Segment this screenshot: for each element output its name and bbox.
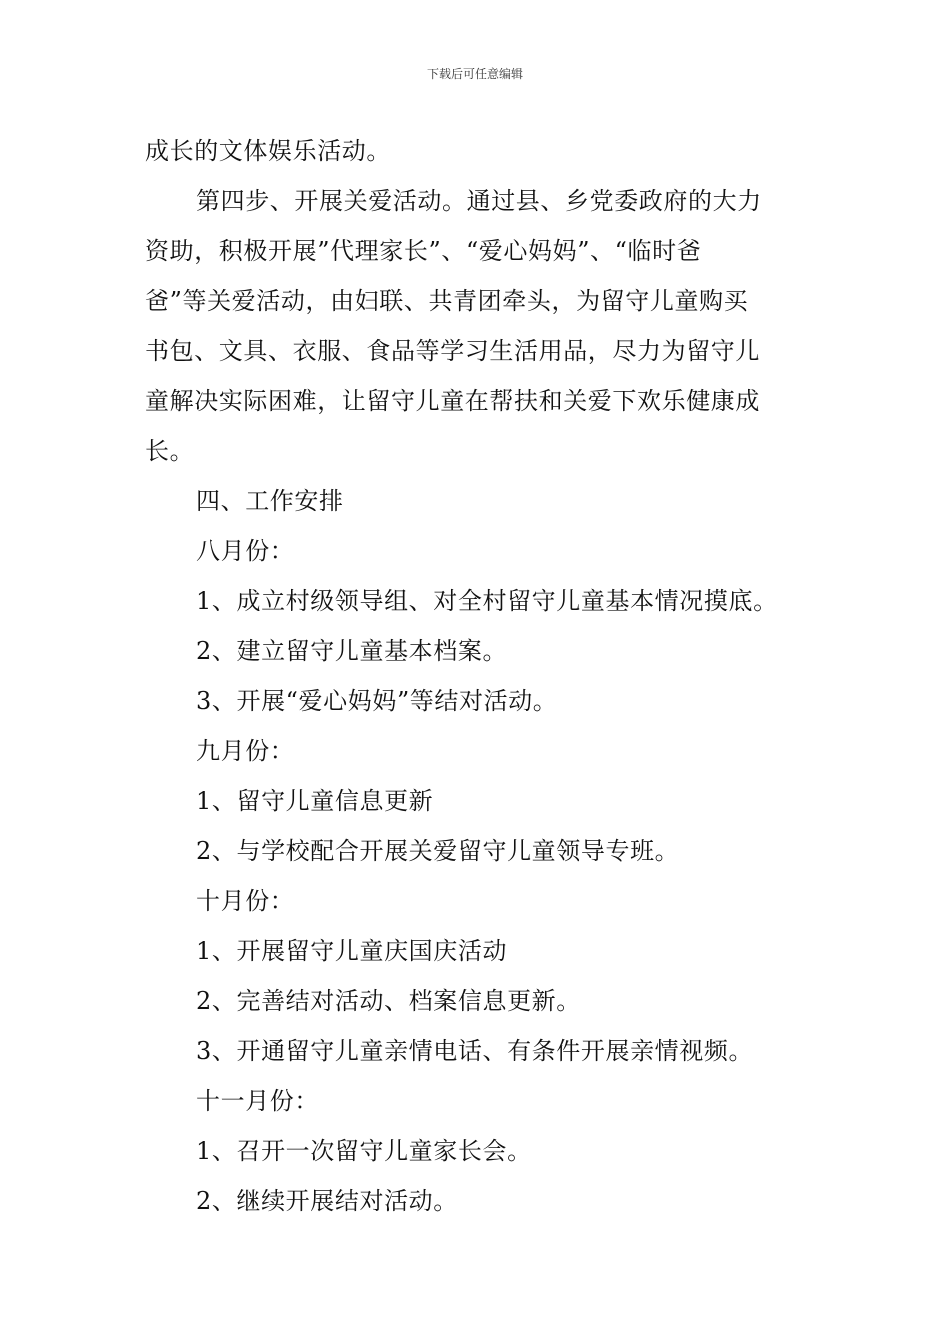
- paragraph-line: 书包、文具、衣服、食品等学习生活用品，尽力为留守儿: [145, 337, 760, 365]
- paragraph-line: 第四步、开展关爱活动。通过县、乡党委政府的大力: [196, 187, 762, 215]
- month-heading: 八月份：: [196, 537, 295, 565]
- paragraph-line: 童解决实际困难，让留守儿童在帮扶和关爱下欢乐健康成: [145, 387, 760, 415]
- paragraph-line: 成长的文体娱乐活动。: [145, 137, 391, 165]
- list-item: 2、建立留守儿童基本档案。: [196, 637, 508, 665]
- list-item: 2、继续开展结对活动。: [196, 1187, 458, 1215]
- page-header: 下载后可任意编辑: [426, 67, 523, 81]
- list-item: 3、开通留守儿童亲情电话、有条件开展亲情视频。: [196, 1037, 754, 1065]
- list-item: 1、召开一次留守儿童家长会。: [196, 1137, 532, 1165]
- month-heading: 十月份：: [196, 887, 295, 915]
- list-item: 2、完善结对活动、档案信息更新。: [196, 987, 581, 1015]
- document-body: [145, 126, 810, 1226]
- list-item: 2、与学校配合开展关爱留守儿童领导专班。: [196, 837, 680, 865]
- section-heading: 四、工作安排: [196, 487, 344, 515]
- paragraph-line: 长。: [145, 437, 195, 465]
- month-heading: 九月份：: [196, 737, 295, 765]
- paragraph-line: 爸”等关爱活动，由妇联、共青团牵头，为留守儿童购买: [145, 287, 749, 315]
- list-item: 3、开展“爱心妈妈”等结对活动。: [196, 687, 558, 715]
- paragraph-line: 资助，积极开展”代理家长”、“爱心妈妈”、“临时爸: [145, 237, 702, 265]
- list-item: 1、成立村级领导组、对全村留守儿童基本情况摸底。: [196, 587, 778, 615]
- month-heading: 十一月份：: [196, 1087, 319, 1115]
- list-item: 1、留守儿童信息更新: [196, 787, 434, 815]
- list-item: 1、开展留守儿童庆国庆活动: [196, 937, 508, 965]
